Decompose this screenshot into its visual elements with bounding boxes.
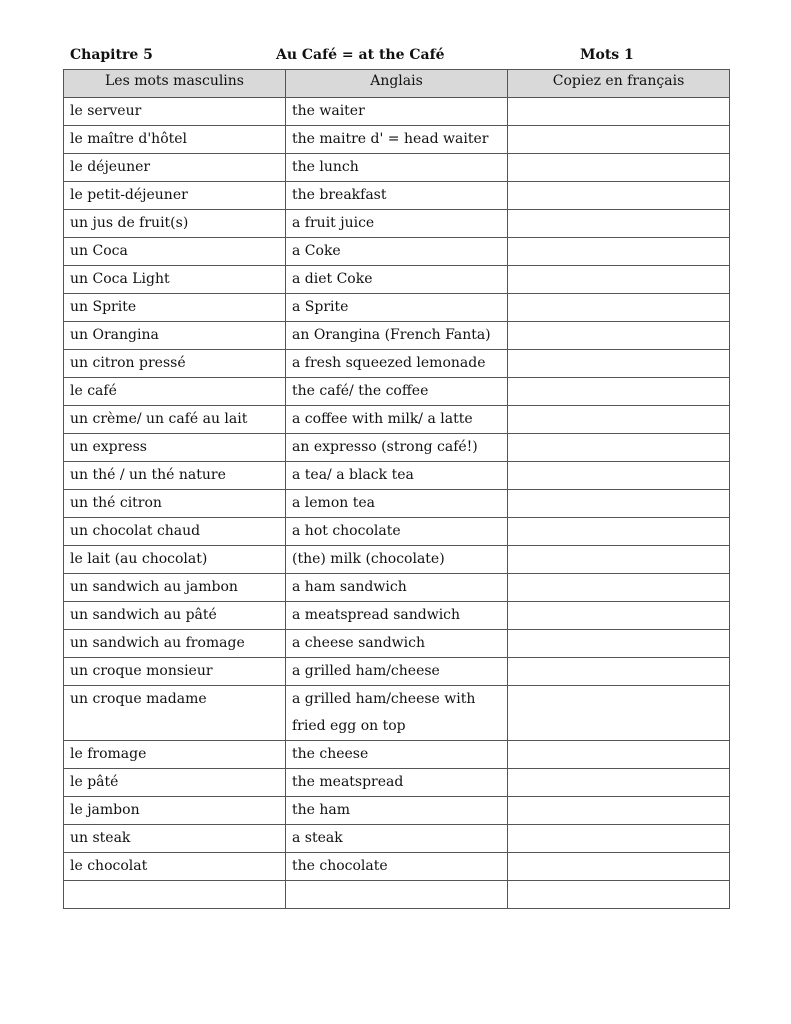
cell-english-translation: the waiter xyxy=(286,98,508,126)
cell-copy-blank[interactable] xyxy=(508,741,730,769)
cell-english-translation: a fruit juice xyxy=(286,210,508,238)
table-row xyxy=(64,98,730,126)
table-row xyxy=(64,546,730,574)
cell-copy-blank[interactable] xyxy=(508,126,730,154)
table-row xyxy=(64,126,730,154)
cell-copy-blank[interactable] xyxy=(508,294,730,322)
cell-french-word: un Coca xyxy=(64,238,286,266)
table-row xyxy=(64,853,730,881)
cell-copy-blank[interactable] xyxy=(508,462,730,490)
cell-french-word: le fromage xyxy=(64,741,286,769)
cell-french-word: un croque madame xyxy=(64,686,286,741)
table-row xyxy=(64,294,730,322)
table-row xyxy=(64,238,730,266)
table-row xyxy=(64,741,730,769)
cell-english-translation: a meatspread sandwich xyxy=(286,602,508,630)
cell-french-word: un jus de fruit(s) xyxy=(64,210,286,238)
cell-french-word: le chocolat xyxy=(64,853,286,881)
cell-copy-blank[interactable] xyxy=(508,797,730,825)
cell-french-word: le petit-déjeuner xyxy=(64,182,286,210)
cell-copy-blank[interactable] xyxy=(508,210,730,238)
cell-french-word: un Sprite xyxy=(64,294,286,322)
cell-english-translation: a Coke xyxy=(286,238,508,266)
cell-french-word: un citron pressé xyxy=(64,350,286,378)
cell-french-word: un express xyxy=(64,434,286,462)
cell-copy-blank[interactable] xyxy=(508,686,730,741)
cell-english-translation: a hot chocolate xyxy=(286,518,508,546)
cell-french-word: un sandwich au fromage xyxy=(64,630,286,658)
cell-copy-blank[interactable] xyxy=(508,266,730,294)
cell-copy-blank[interactable] xyxy=(508,238,730,266)
table-body xyxy=(64,98,730,909)
cell-english-translation: the chocolate xyxy=(286,853,508,881)
cell-french-word: un crème/ un café au lait xyxy=(64,406,286,434)
cell-copy-blank[interactable] xyxy=(508,825,730,853)
cell-french-word: le pâté xyxy=(64,769,286,797)
table-row xyxy=(64,322,730,350)
cell-english-translation: a Sprite xyxy=(286,294,508,322)
table-row xyxy=(64,630,730,658)
table-row xyxy=(64,686,730,741)
cell-english-translation: the maitre d' = head waiter xyxy=(286,126,508,154)
column-header-french: Les mots masculins xyxy=(64,70,286,98)
cell-french-word: un Orangina xyxy=(64,322,286,350)
table-header-row xyxy=(64,70,730,98)
cell-french-word: un chocolat chaud xyxy=(64,518,286,546)
cell-french-word: un Coca Light xyxy=(64,266,286,294)
cell-english-translation: (the) milk (chocolate) xyxy=(286,546,508,574)
cell-copy-blank[interactable] xyxy=(508,322,730,350)
cell-french-word: un thé citron xyxy=(64,490,286,518)
cell-english-translation: a fresh squeezed lemonade xyxy=(286,350,508,378)
table-row xyxy=(64,602,730,630)
cell-english-translation: a diet Coke xyxy=(286,266,508,294)
cell-french-word: un steak xyxy=(64,825,286,853)
table-row xyxy=(64,434,730,462)
table-row xyxy=(64,154,730,182)
cell-french-word: un sandwich au pâté xyxy=(64,602,286,630)
cell-copy-blank[interactable] xyxy=(508,518,730,546)
cell-copy-blank[interactable] xyxy=(508,881,730,909)
cell-english-translation: a grilled ham/cheese xyxy=(286,658,508,686)
cell-french-word: un croque monsieur xyxy=(64,658,286,686)
cell-french-word: le lait (au chocolat) xyxy=(64,546,286,574)
cell-french-word: le café xyxy=(64,378,286,406)
cell-copy-blank[interactable] xyxy=(508,574,730,602)
cell-copy-blank[interactable] xyxy=(508,602,730,630)
cell-english-translation: the meatspread xyxy=(286,769,508,797)
table-row xyxy=(64,797,730,825)
cell-copy-blank[interactable] xyxy=(508,658,730,686)
chapter-label: Chapitre 5 xyxy=(70,47,153,63)
cell-french-word xyxy=(64,881,286,909)
cell-french-word: le jambon xyxy=(64,797,286,825)
table-row xyxy=(64,490,730,518)
cell-english-translation: a lemon tea xyxy=(286,490,508,518)
cell-copy-blank[interactable] xyxy=(508,546,730,574)
cell-copy-blank[interactable] xyxy=(508,406,730,434)
table-row xyxy=(64,881,730,909)
cell-english-translation: a tea/ a black tea xyxy=(286,462,508,490)
cell-english-translation: an expresso (strong café!) xyxy=(286,434,508,462)
table-row xyxy=(64,518,730,546)
cell-copy-blank[interactable] xyxy=(508,154,730,182)
cell-copy-blank[interactable] xyxy=(508,853,730,881)
table-row xyxy=(64,769,730,797)
table-row xyxy=(64,825,730,853)
cell-copy-blank[interactable] xyxy=(508,490,730,518)
cell-french-word: le serveur xyxy=(64,98,286,126)
table-row xyxy=(64,210,730,238)
table-row xyxy=(64,266,730,294)
table-row xyxy=(64,182,730,210)
cell-copy-blank[interactable] xyxy=(508,182,730,210)
cell-copy-blank[interactable] xyxy=(508,98,730,126)
cell-english-translation: the breakfast xyxy=(286,182,508,210)
worksheet-title: Au Café = at the Café xyxy=(276,47,445,63)
cell-english-translation: the cheese xyxy=(286,741,508,769)
cell-copy-blank[interactable] xyxy=(508,434,730,462)
cell-english-translation: the café/ the coffee xyxy=(286,378,508,406)
cell-english-translation: a ham sandwich xyxy=(286,574,508,602)
table-row xyxy=(64,406,730,434)
table-row xyxy=(64,350,730,378)
cell-english-translation: a coffee with milk/ a latte xyxy=(286,406,508,434)
table-row xyxy=(64,462,730,490)
table-row xyxy=(64,658,730,686)
cell-english-translation xyxy=(286,881,508,909)
cell-copy-blank[interactable] xyxy=(508,350,730,378)
cell-french-word: le maître d'hôtel xyxy=(64,126,286,154)
page-header xyxy=(0,45,791,67)
table-row xyxy=(64,378,730,406)
cell-english-translation: a cheese sandwich xyxy=(286,630,508,658)
cell-english-translation: the lunch xyxy=(286,154,508,182)
cell-copy-blank[interactable] xyxy=(508,769,730,797)
cell-english-translation: an Orangina (French Fanta) xyxy=(286,322,508,350)
vocabulary-table xyxy=(63,69,730,909)
column-header-english: Anglais xyxy=(286,70,508,98)
column-header-copy: Copiez en français xyxy=(508,70,730,98)
cell-french-word: le déjeuner xyxy=(64,154,286,182)
cell-english-translation: the ham xyxy=(286,797,508,825)
cell-copy-blank[interactable] xyxy=(508,630,730,658)
cell-french-word: un thé / un thé nature xyxy=(64,462,286,490)
cell-french-word: un sandwich au jambon xyxy=(64,574,286,602)
cell-english-translation: a steak xyxy=(286,825,508,853)
table-row xyxy=(64,574,730,602)
cell-copy-blank[interactable] xyxy=(508,378,730,406)
cell-english-translation: a grilled ham/cheese with fried egg on top xyxy=(286,686,508,741)
word-list-label: Mots 1 xyxy=(580,47,634,63)
